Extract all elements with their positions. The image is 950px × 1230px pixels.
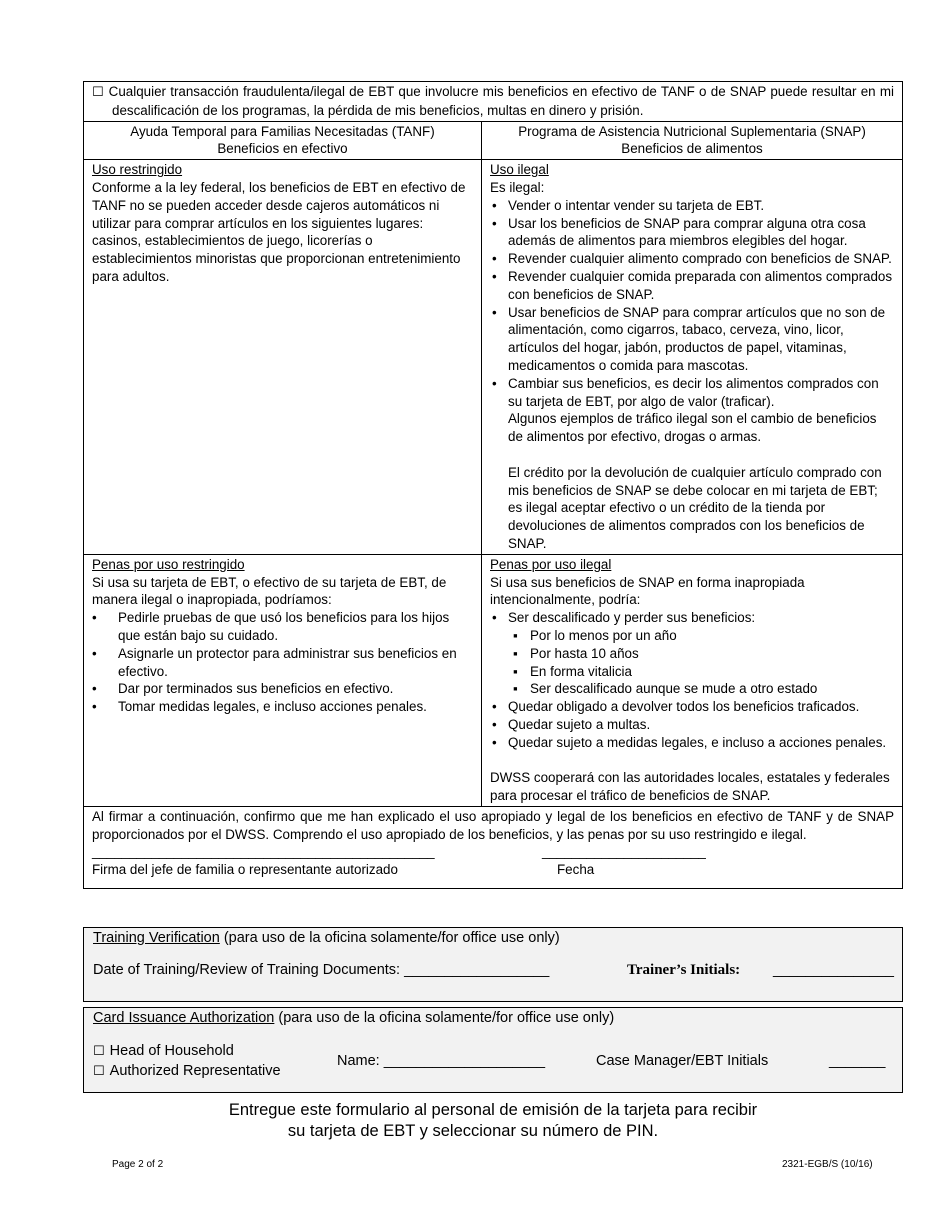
list-item: • Dar por terminados sus beneficios en efectivo.	[118, 680, 473, 698]
snap-penalty-list	[490, 609, 894, 751]
spacer	[490, 751, 894, 769]
list-item: • Quedar sujeto a medidas legales, e incluso a acciones penales.	[508, 734, 894, 752]
tanf-penalty-cell	[84, 554, 482, 806]
list-item: • Usar beneficios de SNAP para comprar artículos que no son de alimentación, como cigarros, tabaco, cerveza, vino, licor, artículos del hogar, jabón, productos de papel, vitaminas, medicamentos o comida para mascotas.	[508, 304, 894, 375]
tanf-penalty-intro: Si usa su tarjeta de EBT, o efectivo de su tarjeta de EBT, de manera ilegal o inapropiada, podríamos:	[92, 574, 447, 608]
training-subtitle: (para uso de la oficina solamente/for office use only)	[219, 930, 560, 946]
snap-traffic-example: Algunos ejemplos de tráfico ilegal son el cambio de beneficios de alimentos por efectivo, drogas o armas.	[508, 411, 877, 445]
snap-header-title: Programa de Asistencia Nutricional Suplementaria (SNAP)	[518, 123, 866, 139]
name-label: Name:	[337, 1053, 380, 1069]
snap-penalty-cell	[482, 554, 903, 806]
card-issuance-box	[83, 1007, 903, 1093]
snap-return-note: El crédito por la devolución de cualquier artículo comprado con mis beneficios de SNAP se debe colocar en mi tarjeta de EBT; es ilegal aceptar efectivo o un crédito de la tienda por devoluciones de alimentos comprados con los beneficios de SNAP.	[508, 464, 882, 551]
trainer-initials-label: Trainer’s Initials:	[627, 962, 741, 978]
snap-disq-sublist	[508, 627, 894, 698]
penalties-row	[84, 554, 903, 806]
tanf-header	[84, 121, 482, 160]
date-line[interactable]: ______________________	[542, 844, 706, 860]
list-item: • Revender cualquier comida preparada con alimentos comprados con beneficios de SNAP.	[508, 268, 894, 304]
snap-header-subtitle: Beneficios de alimentos	[621, 141, 763, 157]
spacer	[490, 446, 894, 464]
list-item: ▪ Ser descalificado aunque se mude a otro estado	[530, 680, 894, 698]
training-title: Training Verification	[93, 930, 220, 946]
snap-illegal-title: Uso ilegal	[490, 162, 549, 178]
name-field[interactable]: ____________________	[383, 1053, 546, 1069]
list-item: ▪ Por hasta 10 años	[530, 645, 894, 663]
head-of-household-option[interactable]	[93, 1043, 234, 1059]
list-item: • Quedar sujeto a multas.	[508, 716, 894, 734]
list-item: ▪ Por lo menos por un año	[530, 627, 894, 645]
signature-lines	[92, 843, 894, 887]
case-manager-initials-field[interactable]: _______	[829, 1053, 886, 1069]
card-subtitle: (para uso de la oficina solamente/for office use only)	[274, 1010, 615, 1026]
signature-statement: Al firmar a continuación, confirmo que me han explicado el uso apropiado y legal de los beneficios en efectivo de TANF y de SNAP proporcionados por el DWSS. Comprendo el uso apropiado de los beneficios, y las penas por su uso restringido e ilegal.	[92, 808, 895, 842]
signature-row	[84, 806, 903, 889]
training-fields	[93, 962, 893, 978]
footer-line-2: su tarjeta de EBT y seleccionar su número de PIN.	[287, 1122, 659, 1140]
list-item: ▪ En forma vitalicia	[530, 663, 894, 681]
card-title: Card Issuance Authorization	[93, 1010, 275, 1026]
tanf-penalty-title: Penas por uso restringido	[92, 556, 245, 572]
tanf-header-title: Ayuda Temporal para Familias Necesitadas (TANF)	[130, 123, 435, 139]
checkbox-icon[interactable]: ☐	[93, 1044, 105, 1059]
list-item: • Cambiar sus beneficios, es decir los alimentos comprados con su tarjeta de EBT, por algo de valor (traficar).	[508, 375, 894, 411]
checkbox-icon[interactable]: ☐	[92, 85, 104, 100]
option-label: Authorized Representative	[109, 1063, 281, 1079]
program-header-row	[84, 121, 903, 160]
page-number: Page 2 of 2	[112, 1159, 164, 1170]
tanf-penalty-list	[92, 609, 473, 716]
list-item: • Vender o intentar vender su tarjeta de EBT.	[508, 197, 894, 215]
tanf-restricted-title: Uso restringido	[92, 162, 183, 178]
snap-penalty-intro: Si usa sus beneficios de SNAP en forma inapropiada intencionalmente, podría:	[490, 574, 805, 608]
signature-cell	[84, 806, 903, 889]
tanf-header-subtitle: Beneficios en efectivo	[217, 141, 348, 157]
form-number: 2321-EGB/S (10/16)	[782, 1159, 873, 1170]
snap-penalty-title: Penas por uso ilegal	[490, 556, 612, 572]
date-caption: Fecha	[557, 862, 595, 878]
training-verification-box	[83, 927, 903, 1002]
snap-header	[482, 121, 903, 160]
authorized-representative-option[interactable]	[93, 1063, 281, 1079]
footer-instruction	[83, 1100, 903, 1142]
list-item	[508, 609, 894, 698]
footer-line-1: Entregue este formulario al personal de emisión de la tarjeta para recibir	[228, 1101, 758, 1119]
case-manager-label: Case Manager/EBT Initials	[596, 1053, 769, 1069]
ebt-form-page	[83, 81, 903, 889]
snap-disq-item: Ser descalificado y perder sus beneficios:	[508, 610, 756, 626]
list-item: • Pedirle pruebas de que usó los beneficios para los hijos que están bajo su cuidado.	[118, 609, 473, 645]
training-date-label: Date of Training/Review of Training Documents:	[93, 962, 401, 978]
name-field-group	[337, 1053, 545, 1069]
list-item: • Usar los beneficios de SNAP para comprar alguna otra cosa además de alimentos para miembros elegibles del hogar.	[508, 215, 894, 251]
list-item: • Quedar obligado a devolver todos los beneficios traficados.	[508, 698, 894, 716]
training-date-field[interactable]: __________________	[404, 962, 550, 978]
snap-illegal-list	[490, 197, 894, 411]
training-title-line	[93, 930, 560, 946]
list-item: • Tomar medidas legales, e incluso acciones penales.	[118, 698, 473, 716]
fraud-notice-cell	[84, 82, 903, 122]
signature-caption: Firma del jefe de familia o representante autorizado	[92, 862, 398, 878]
option-label: Head of Household	[109, 1043, 234, 1059]
snap-illegal-cell	[482, 160, 903, 555]
signature-line[interactable]: ______________________________________________	[92, 844, 435, 860]
fraud-notice-row	[84, 82, 903, 122]
list-item: • Revender cualquier alimento comprado con beneficios de SNAP.	[508, 250, 894, 268]
checkbox-icon[interactable]: ☐	[93, 1064, 105, 1079]
fraud-notice: Cualquier transacción fraudulenta/ilegal de EBT que involucre mis beneficios en efectivo de TANF o de SNAP puede resultar en mi descalificación de los programas, la pérdida de mis beneficios, multas en dinero y prisión.	[108, 84, 895, 118]
tanf-restricted-text: Conforme a la ley federal, los beneficios de EBT en efectivo de TANF no se pueden acceder desde cajeros automáticos ni utilizar para comprar artículos en los siguientes lugares: casinos, establecimientos de juego, licorerías o establecimientos minoristas que proporcionan entretenimiento para adultos.	[92, 179, 466, 284]
card-title-line	[93, 1010, 614, 1026]
benefits-table	[83, 81, 903, 889]
snap-cooperation-note: DWSS cooperará con las autoridades locales, estatales y federales para procesar el tráfico de beneficios de SNAP.	[490, 770, 890, 804]
trainer-initials-field[interactable]: _______________	[773, 962, 894, 978]
tanf-restricted-cell	[84, 160, 482, 555]
use-rules-row	[84, 160, 903, 555]
snap-illegal-intro: Es ilegal:	[490, 179, 545, 195]
list-item: • Asignarle un protector para administrar sus beneficios en efectivo.	[118, 645, 473, 681]
